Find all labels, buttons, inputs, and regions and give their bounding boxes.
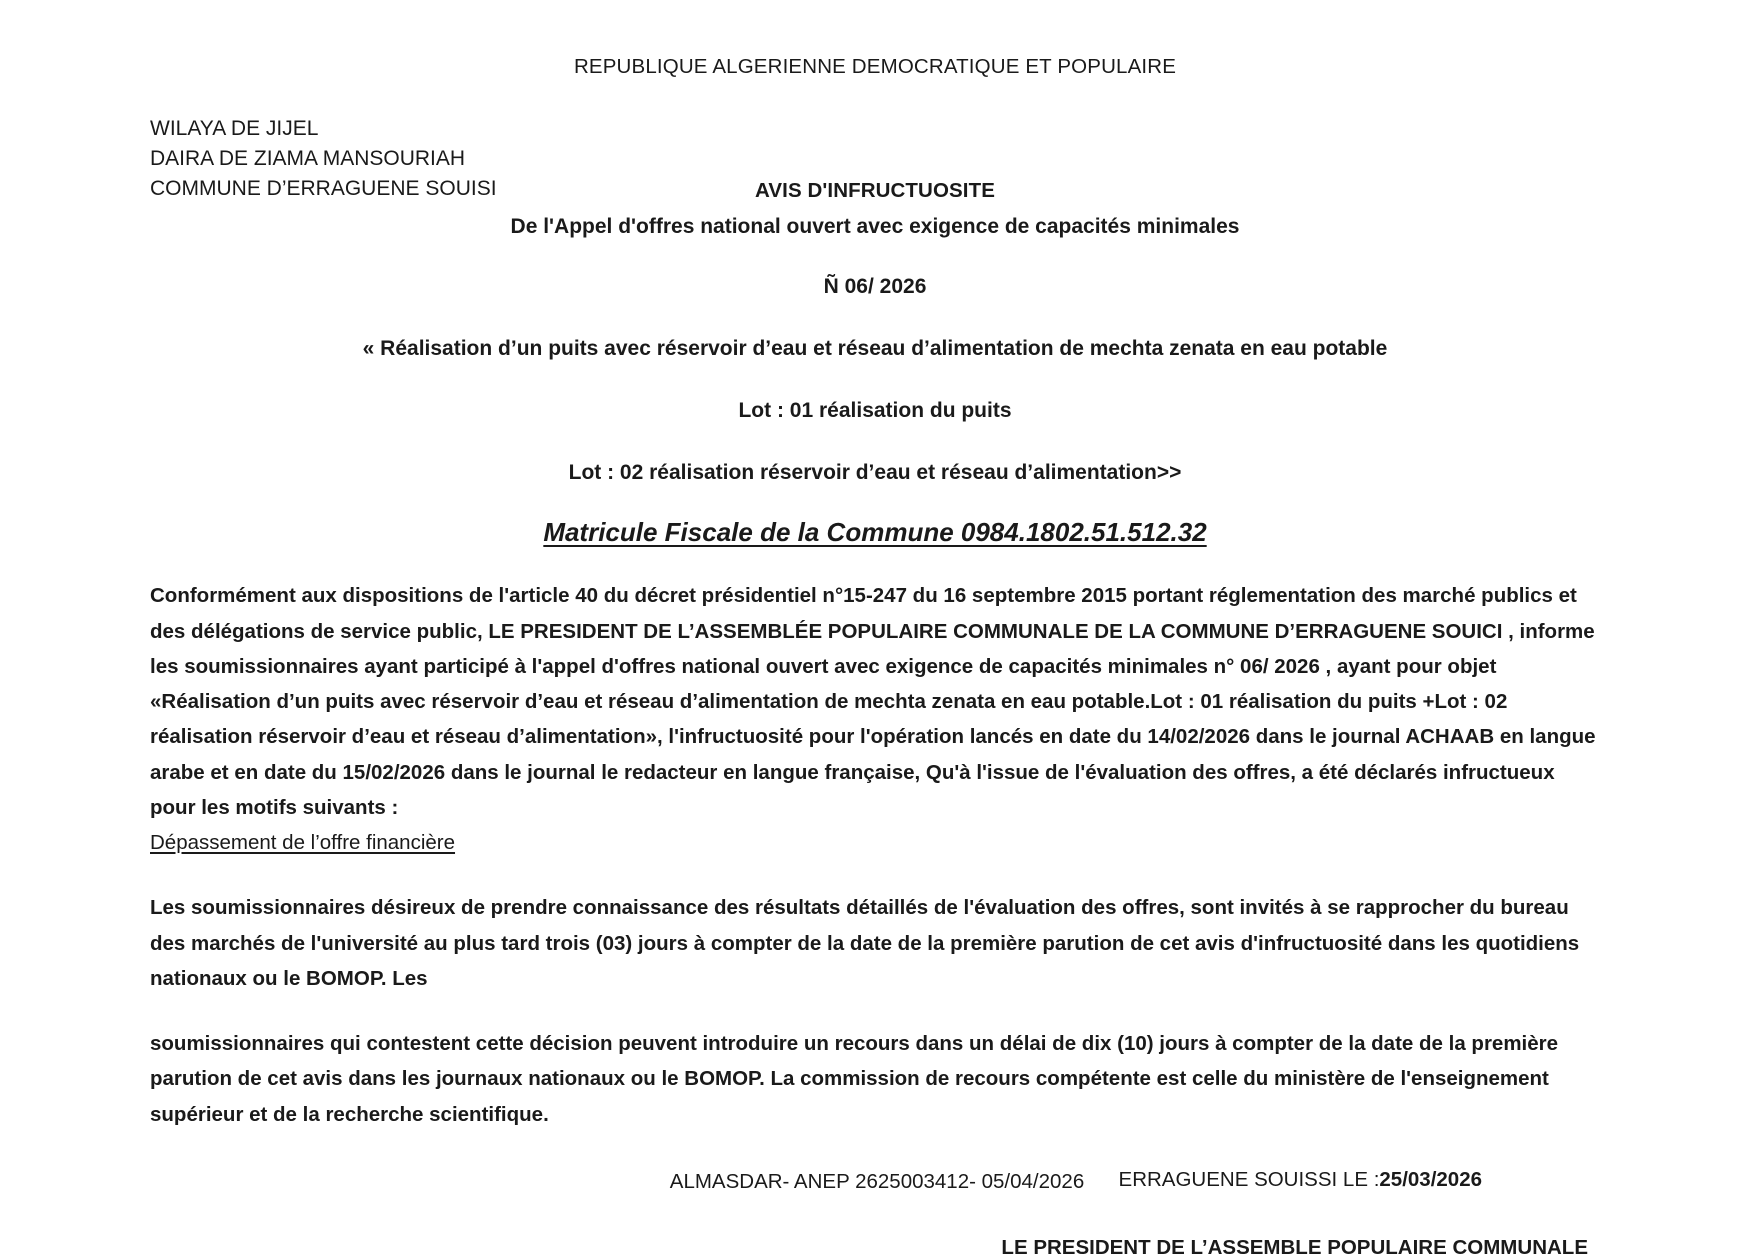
avis-subtitle: De l'Appel d'offres national ouvert avec exigence de capacités minimales <box>510 215 1240 239</box>
signature-place-label: ERRAGUENE SOUISSI LE : <box>1118 1167 1380 1191</box>
lot-01-line: Lot : 01 réalisation du puits <box>738 399 1012 423</box>
daira-line: DAIRA DE ZIAMA MANSOURIAH <box>150 146 466 170</box>
signatory-title: LE PRESIDENT DE L’ASSEMBLE POPULAIRE COMMUNALE <box>1001 1235 1588 1259</box>
tender-object: « Réalisation d’un puits avec réservoir d’eau et réseau d’alimentation de mechta zenata en eau potable <box>362 337 1388 361</box>
wilaya-line: WILAYA DE JIJEL <box>150 117 319 140</box>
title-block <box>150 179 1600 548</box>
motif-line: Dépassement de l’offre financière <box>150 831 456 855</box>
body-paragraph-3: soumissionnaires qui contestent cette décision peuvent introduire un recours dans un délai de dix (10) jours à compter de la date de la première parution de cet avis dans les journaux nationaux ou le BOMOP. La commission de recours compétente est celle du ministère de l'enseignement supérieur et de la recherche scientifique. <box>150 1032 1559 1126</box>
republic-header: REPUBLIQUE ALGERIENNE DEMOCRATIQUE ET POPULAIRE <box>573 55 1177 78</box>
avis-title: AVIS D'INFRUCTUOSITE <box>755 179 995 203</box>
body-paragraph-2: Les soumissionnaires désireux de prendre connaissance des résultats détaillés de l'évaluation des offres, sont invités à se rapprocher du bureau des marchés de l'université au plus tard trois (03) jours à compter de la date de la première parution de cet avis d'infructuosité dans les quotidiens nationaux ou le BOMOP. Les <box>150 896 1580 990</box>
signature-date: 25/03/2026 <box>1379 1167 1482 1191</box>
commune-line: COMMUNE D’ERRAGUENE SOUISI <box>150 176 497 200</box>
anep-footer: ALMASDAR- ANEP 2625003412- 05/04/2026 <box>669 1170 1085 1193</box>
lot-02-line: Lot : 02 réalisation réservoir d’eau et réseau d’alimentation>> <box>568 461 1182 485</box>
avis-number: Ñ 06/ 2026 <box>823 275 927 299</box>
document-content <box>150 0 1600 1260</box>
matricule-fiscale: Matricule Fiscale de la Commune 0984.1802.51.512.32 <box>543 517 1207 548</box>
body-paragraph-1: Conformément aux dispositions de l'article 40 du décret présidentiel n°15-247 du 16 septembre 2015 portant réglementation des marché publics et des délégations de service public, LE PRESIDENT DE L’ASSEMBLÉE POPULAIRE COMMUNALE DE LA COMMUNE D’ERRAGUENE SOUICI , informe les soumissionnaires ayant participé à l'appel d'offres national ouvert avec exigence de capacités minimales n° 06/ 2026 , ayant pour objet «Réalisation d’un puits avec réservoir d’eau et réseau d’alimentation de mechta zenata en eau potable.Lot : 01 réalisation du puits +Lot : 02 réalisation réservoir d’eau et réseau d’alimentation», l'infructuosité pour l'opération lancés en date du 14/02/2026 dans le journal ACHAAB en langue arabe et en date du 15/02/2026 dans le journal le redacteur en langue française, Qu'à l'issue de l'évaluation des offres, a été déclarés infructueux pour les motifs suivants : <box>150 584 1596 819</box>
